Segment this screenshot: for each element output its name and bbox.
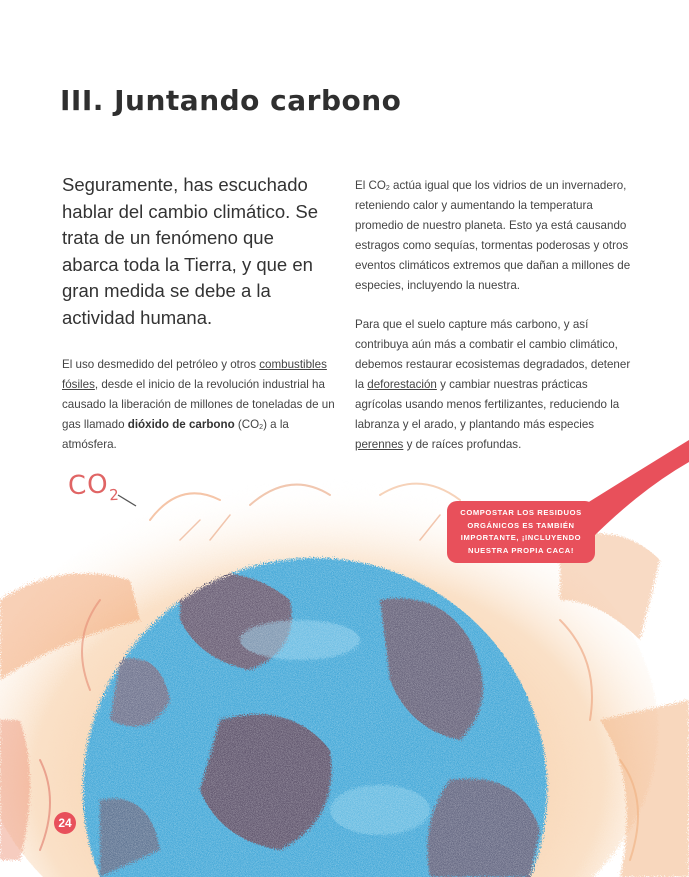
right-text-a: El CO bbox=[355, 179, 386, 192]
co2-arrow bbox=[118, 495, 136, 506]
left-text-a: El uso desmedido del petróleo y otros bbox=[62, 358, 260, 371]
right-paragraph-2 bbox=[355, 315, 635, 455]
callout-bubble: COMPOSTAR LOS RESIDUOS ORGÁNICOS ES TAMBIÉN IMPORTANTE, ¡INCLUYENDO NUESTRA PROPIA CACA! bbox=[447, 501, 595, 563]
term-perennes[interactable]: perennes bbox=[355, 438, 404, 451]
right-text-b: actúa igual que los vidrios de un invernadero, reteniendo calor y aumentando la temperatura promedio de nuestro planeta. Esto ya está causando estragos como sequías, tormentas poderosas y otros eventos climáticos extremos que dañan a millones de especies, incluyendo la nuestra. bbox=[355, 179, 631, 292]
term-deforestacion[interactable]: deforestación bbox=[367, 378, 437, 391]
right2-text-c: y de raíces profundas. bbox=[403, 438, 522, 451]
right2-text-a: Para que el suelo capture más carbono, y así contribuya aún más a combatir el cambio climático, debemos restaurar ecosistemas degradados, detener la bbox=[355, 318, 631, 391]
co2-handwritten-label bbox=[67, 469, 121, 505]
lead-paragraph: Seguramente, has escuchado hablar del cambio climático. Se trata de un fenómeno que abarca toda la Tierra, y que en gran medida se debe a la actividad humana. bbox=[62, 174, 319, 328]
left-text-c1: (CO bbox=[234, 418, 260, 431]
left-co2-subscript: 2 bbox=[259, 424, 264, 431]
left-text-c2: ) a la atmósfera. bbox=[62, 418, 289, 451]
right-co2-subscript: 2 bbox=[385, 185, 390, 192]
right-paragraph-1 bbox=[355, 176, 635, 296]
left-text-b: , desde el inicio de la revolución industrial ha causado la liberación de millones de toneladas de un gas llamado bbox=[62, 378, 335, 431]
left-paragraph bbox=[62, 355, 337, 455]
right2-text-b: y cambiar nuestras prácticas agrícolas usando menos fertilizantes, reduciendo la labranza y el arado, y plantando más especies bbox=[355, 378, 620, 431]
term-combustibles-fosiles[interactable]: combustibles fósiles bbox=[62, 358, 327, 391]
page-number: 24 bbox=[54, 812, 76, 834]
co2-label-main: CO bbox=[67, 469, 110, 502]
page-title: III. Juntando carbono bbox=[60, 84, 402, 117]
co2-label-subscript: 2 bbox=[108, 485, 121, 505]
term-dioxido-de-carbono: dióxido de carbono bbox=[127, 418, 235, 431]
